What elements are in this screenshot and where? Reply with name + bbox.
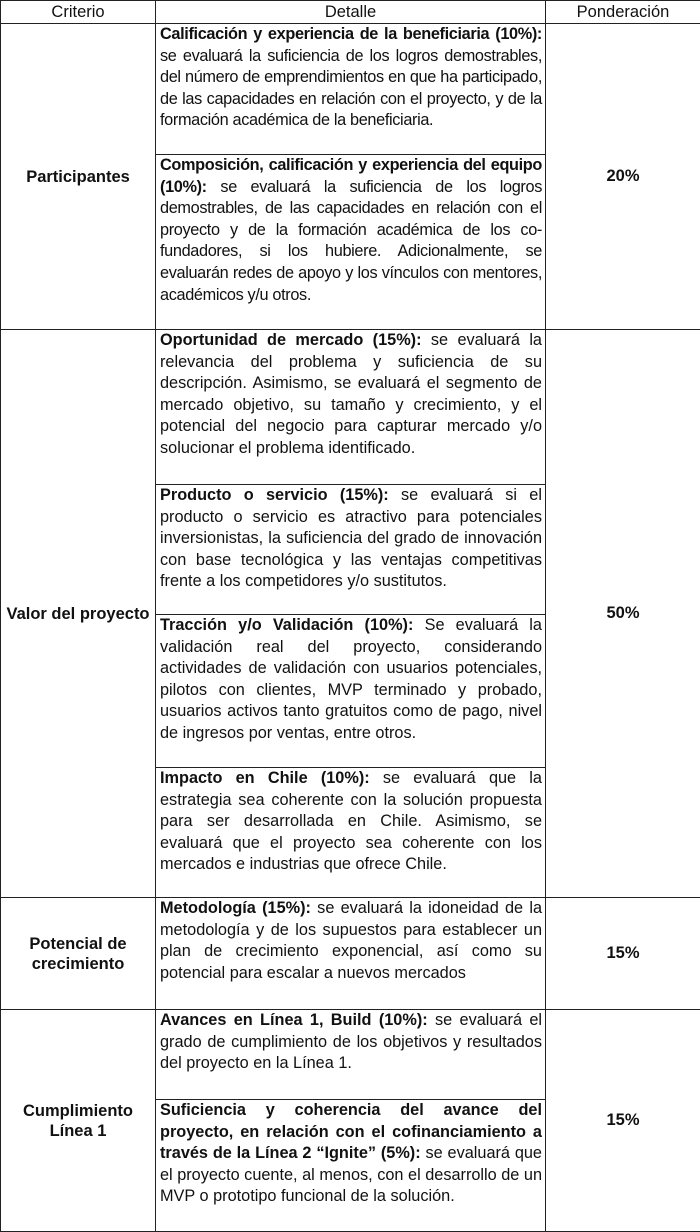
header-detalle: Detalle: [156, 1, 546, 24]
detalle-cell: [156, 24, 546, 155]
criterio-cell: Potencial de crecimiento: [1, 898, 156, 1010]
detalle-title: Producto o servicio (15%):: [160, 486, 389, 504]
detalle-text: se evaluará la relevancia del problema y suficiencia de su descripción. Asimismo, se evaluará el segmento de mercado objetivo, su tamaño y crecimiento, y el potencial del negocio para capturar mercado y/o solucionar el problema identificado.: [160, 331, 542, 457]
table-row: [1, 330, 700, 485]
detalle-title: Impacto en Chile (10%):: [160, 769, 370, 787]
criterio-cell: Cumplimiento Línea 1: [1, 1010, 156, 1232]
detalle-title: Tracción y/o Validación (10%):: [160, 616, 414, 634]
table-row: [1, 24, 700, 155]
detalle-cell: [156, 898, 546, 1010]
detalle-text: se evaluará que el proyecto cuente, al menos, con el desarrollo de un MVP o prototipo funcional de la solución.: [160, 1144, 542, 1206]
detalle-cell: [156, 330, 546, 485]
detalle-title: Suficiencia y coherencia del avance del proyecto, en relación con el cofinanciamiento a través de la Línea 2 “Ignite” (5%):: [160, 1101, 542, 1163]
header-ponderacion: Ponderación: [546, 1, 700, 24]
header-criterio: Criterio: [1, 1, 156, 24]
detalle-cell: [156, 768, 546, 898]
detalle-text: se evaluará el grado de cumplimiento de los objetivos y resultados del proyecto en la Línea 1.: [160, 1011, 542, 1073]
detalle-title: Avances en Línea 1, Build (10%):: [160, 1011, 428, 1029]
ponderacion-cell: 20%: [546, 24, 700, 330]
detalle-text: Se evaluará la validación real del proyecto, considerando actividades de validación con usuarios potenciales, pilotos con clientes, MVP terminado y probado, usuarios activos tanto gratuitos como de pago, nivel de ingresos por ventas, entre otros.: [160, 616, 542, 742]
header-row: [1, 1, 700, 24]
detalle-title: Composición, calificación y experiencia del equipo (10%):: [160, 156, 542, 196]
detalle-title: Calificación y experiencia de la beneficiaria (10%):: [160, 25, 542, 43]
detalle-text: se evaluará la suficiencia de los logros demostrables, del número de emprendimientos en que ha participado, de las capacidades en relación con el proyecto, y de la formación académica de la beneficiaria.: [160, 46, 542, 130]
detalle-cell: [156, 1010, 546, 1100]
detalle-cell: [156, 615, 546, 768]
ponderacion-cell: 15%: [546, 1010, 700, 1232]
detalle-text: se evaluará la suficiencia de los logros demostrables, de las capacidades en relación con el proyecto y de la formación académica de los co-fundadores, si los hubiere. Adicionalmente, se evaluarán redes de apoyo y los vínculos con mentores, académicos y/u otros.: [160, 177, 542, 304]
detalle-text: se evaluará si el producto o servicio es atractivo para potenciales inversionistas, la suficiencia del grado de innovación con base tecnológica y las ventajas competitivas frente a los competidores y/o sustitutos.: [160, 486, 542, 591]
ponderacion-cell: 50%: [546, 330, 700, 898]
criterio-cell: Participantes: [1, 24, 156, 330]
detalle-cell: [156, 485, 546, 615]
detalle-text: se evaluará la idoneidad de la metodología y de los supuestos para establecer un plan de crecimiento exponencial, así como su potencial para escalar a nuevos mercados: [160, 899, 542, 982]
detalle-cell: [156, 155, 546, 330]
detalle-title: Oportunidad de mercado (15%):: [160, 331, 422, 349]
ponderacion-cell: 15%: [546, 898, 700, 1010]
table-row: [1, 1010, 700, 1100]
detalle-cell: [156, 1100, 546, 1232]
criterio-cell: Valor del proyecto: [1, 330, 156, 898]
detalle-title: Metodología (15%):: [160, 899, 311, 917]
table-row: [1, 898, 700, 1010]
detalle-text: se evaluará que la estrategia sea coherente con la solución propuesta para ser desarrollada en Chile. Asimismo, se evaluará que el proyecto sea coherente con los mercados e industrias que ofrece Chile.: [160, 769, 542, 874]
